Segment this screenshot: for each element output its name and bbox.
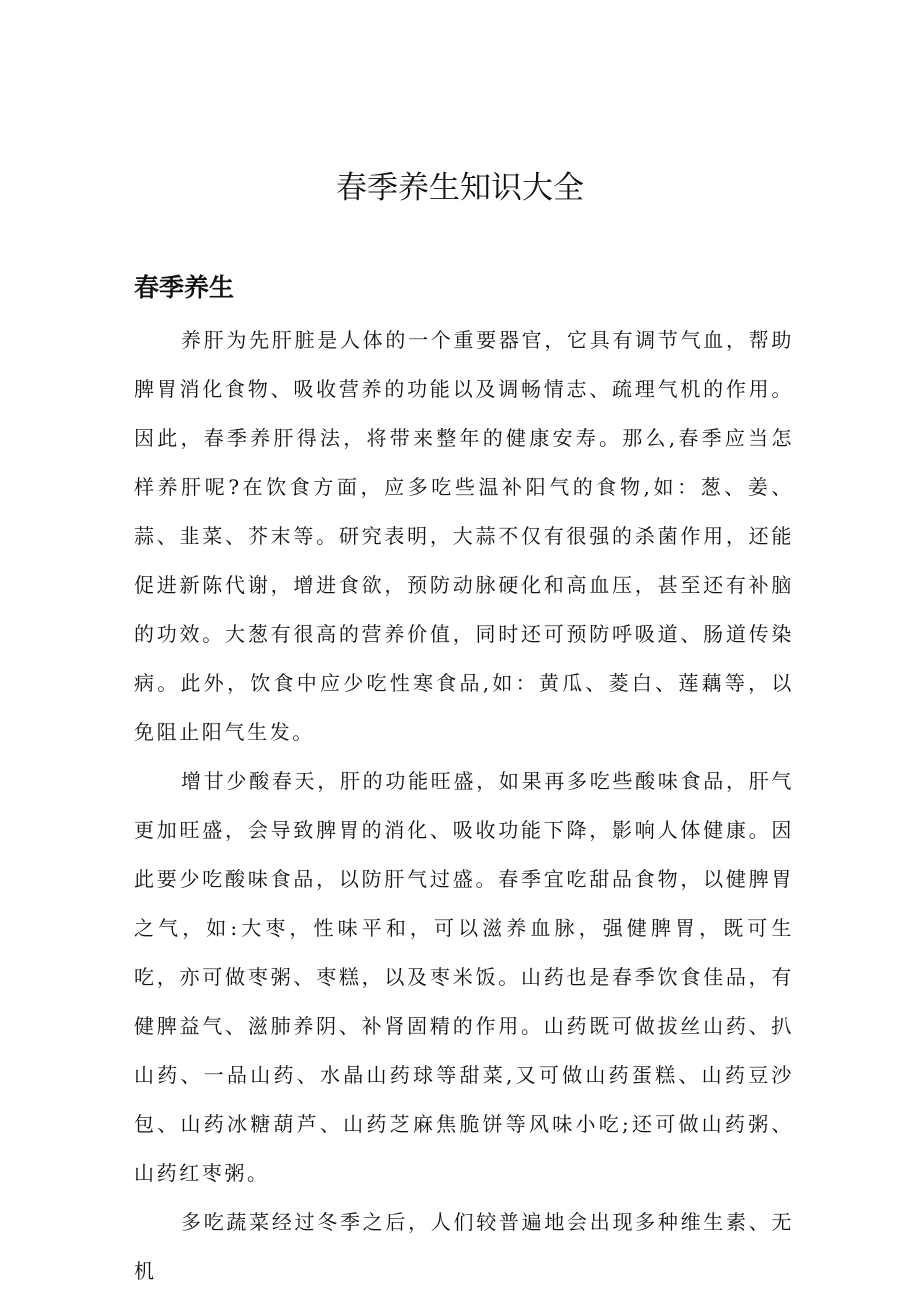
paragraph-more-vegetables: 多吃蔬菜经过冬季之后，人们较普遍地会出现多种维生素、无机 xyxy=(134,1210,794,1283)
section-body xyxy=(134,316,794,1296)
paragraph-sweet-less-sour: 增甘少酸春天，肝的功能旺盛，如果再多吃些酸味食品，肝气更加旺盛，会导致脾胃的消化、吸收功能下降，影响人体健康。因此要少吃酸味食品，以防肝气过盛。春季宜吃甜品食物，以健脾胃之气，如:大枣，性味平和，可以滋养血脉，强健脾胃，既可生吃，亦可做枣粥、枣糕，以及枣米饭。山药也是春季饮食佳品，有健脾益气、滋肺养阴、补肾固精的作用。山药既可做拔丝山药、扒山药、一品山药、水晶山药球等甜菜,又可做山药蛋糕、山药豆沙包、山药冰糖葫芦、山药芝麻焦脆饼等风味小吃;还可做山药粥、山药红枣粥。 xyxy=(134,769,794,1185)
page-title: 春季养生知识大全 xyxy=(336,170,584,206)
section-heading: 春季养生 xyxy=(134,273,235,302)
paragraph-liver-care: 养肝为先肝脏是人体的一个重要器官，它具有调节气血，帮助脾胃消化食物、吸收营养的功能以及调畅情志、疏理气机的作用。因此，春季养肝得法，将带来整年的健康安寿。那么,春季应当怎样养肝呢?在饮食方面，应多吃些温补阳气的食物,如：葱、姜、蒜、韭菜、芥末等。研究表明，大蒜不仅有很强的杀菌作用，还能促进新陈代谢，增进食欲，预防动脉硬化和高血压，甚至还有补脑的功效。大葱有很高的营养价值，同时还可预防呼吸道、肠道传染病。此外，饮食中应少吃性寒食品,如：黄瓜、菱白、莲藕等，以免阻止阳气生发。 xyxy=(134,328,794,744)
